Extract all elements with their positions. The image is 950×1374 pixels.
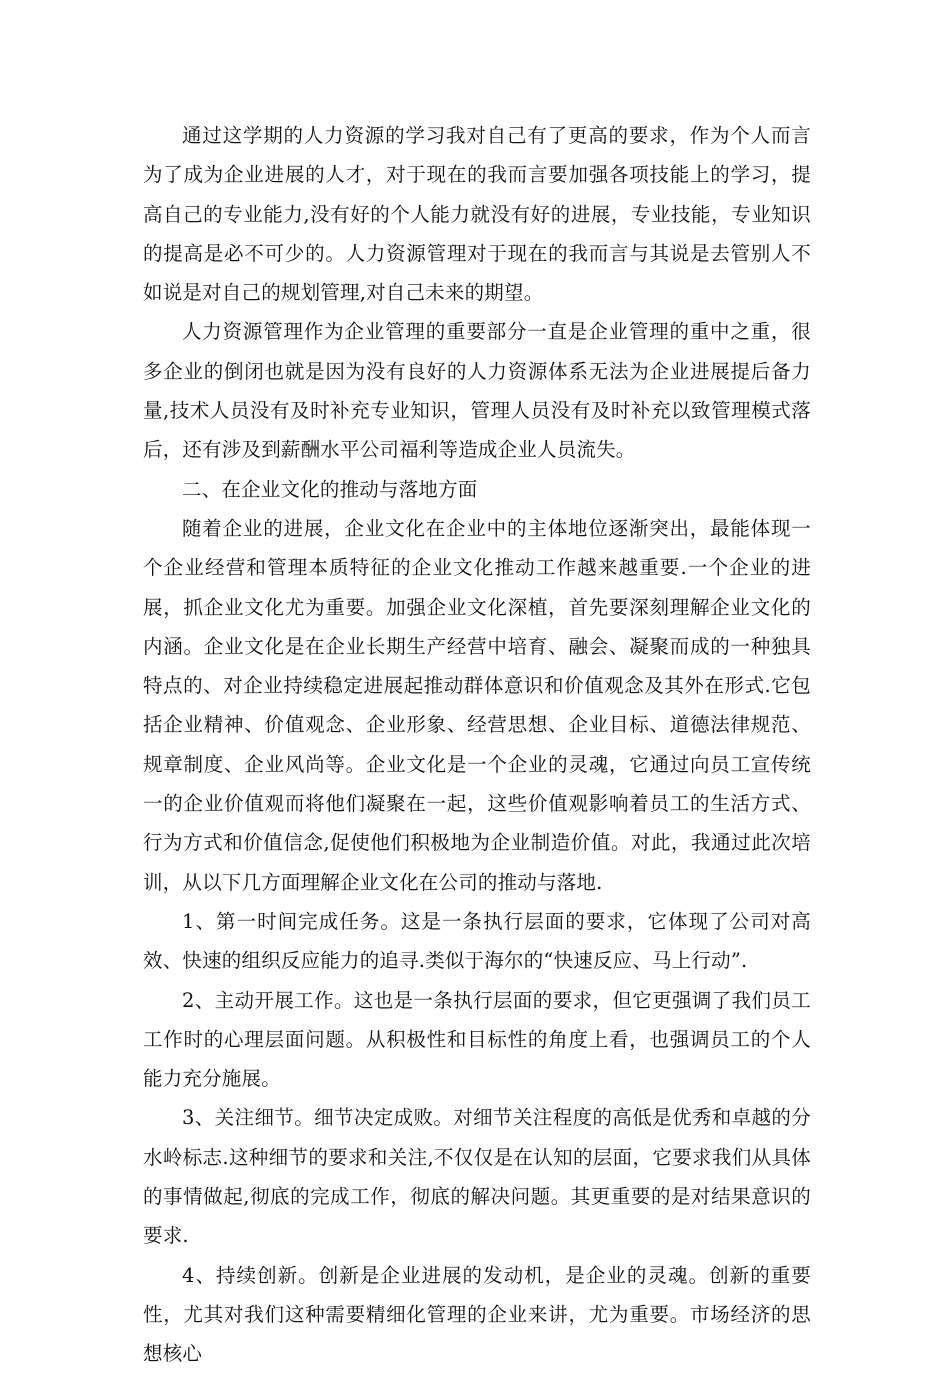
list-item-1: 1、第一时间完成任务。这是一条执行层面的要求，它体现了公司对高效、快速的组织反应能力的追寻.类似于海尔的“快速反应、马上行动”.: [143, 909, 811, 973]
list-item-4: 4、持续创新。创新是企业进展的发动机，是企业的灵魂。创新的重要性，尤其对我们这种需要精细化管理的企业来讲，尤为重要。市场经济的思想核心: [143, 1263, 811, 1366]
list-item-3: 3、关注细节。细节决定成败。对细节关注程度的高低是优秀和卓越的分水岭标志.这种细节的要求和关注,不仅仅是在认知的层面，它要求我们从具体的事情做起,彻底的完成工作，彻底的解决问题。其更重要的是对结果意识的要求.: [143, 1106, 811, 1248]
paragraph-hr-management: 人力资源管理作为企业管理的重要部分一直是企业管理的重中之重，很多企业的倒闭也就是因为没有良好的人力资源体系无法为企业进展提后备力量,技术人员没有及时补充专业知识，管理人员没有及时补充以致管理模式落后，还有涉及到薪酬水平公司福利等造成企业人员流失。: [143, 320, 811, 462]
list-item-2: 2、主动开展工作。这也是一条执行层面的要求，但它更强调了我们员工工作时的心理层面问题。从积极性和目标性的角度上看，也强调员工的个人能力充分施展。: [143, 988, 811, 1091]
paragraph-hr-study: 通过这学期的人力资源的学习我对自己有了更高的要求，作为个人而言为了成为企业进展的人才，对于现在的我而言要加强各项技能上的学习，提高自己的专业能力,没有好的个人能力就没有好的进展，专业技能，专业知识的提高是必不可少的。人力资源管理对于现在的我而言与其说是去管别人不如说是对自己的规划管理,对自己未来的期望。: [143, 124, 811, 305]
document-body: [143, 116, 811, 1374]
section-heading-culture: 二、在企业文化的推动与落地方面: [182, 477, 478, 501]
paragraph-culture-overview: 随着企业的进展，企业文化在企业中的主体地位逐渐突出，最能体现一个企业经营和管理本质特征的企业文化推动工作越来越重要.一个企业的进展，抓企业文化尤为重要。加强企业文化深植，首先要深刻理解企业文化的内涵。企业文化是在企业长期生产经营中培育、融会、凝聚而成的一种独具特点的、对企业持续稳定进展起推动群体意识和价值观念及其外在形式.它包括企业精神、价值观念、企业形象、经营思想、企业目标、道德法律规范、规章制度、企业风尚等。企业文化是一个企业的灵魂，它通过向员工宣传统一的企业价值观而将他们凝聚在一起，这些价值观影响着员工的生活方式、行为方式和价值信念,促使他们积极地为企业制造价值。对此，我通过此次培训，从以下几方面理解企业文化在公司的推动与落地.: [143, 516, 811, 894]
